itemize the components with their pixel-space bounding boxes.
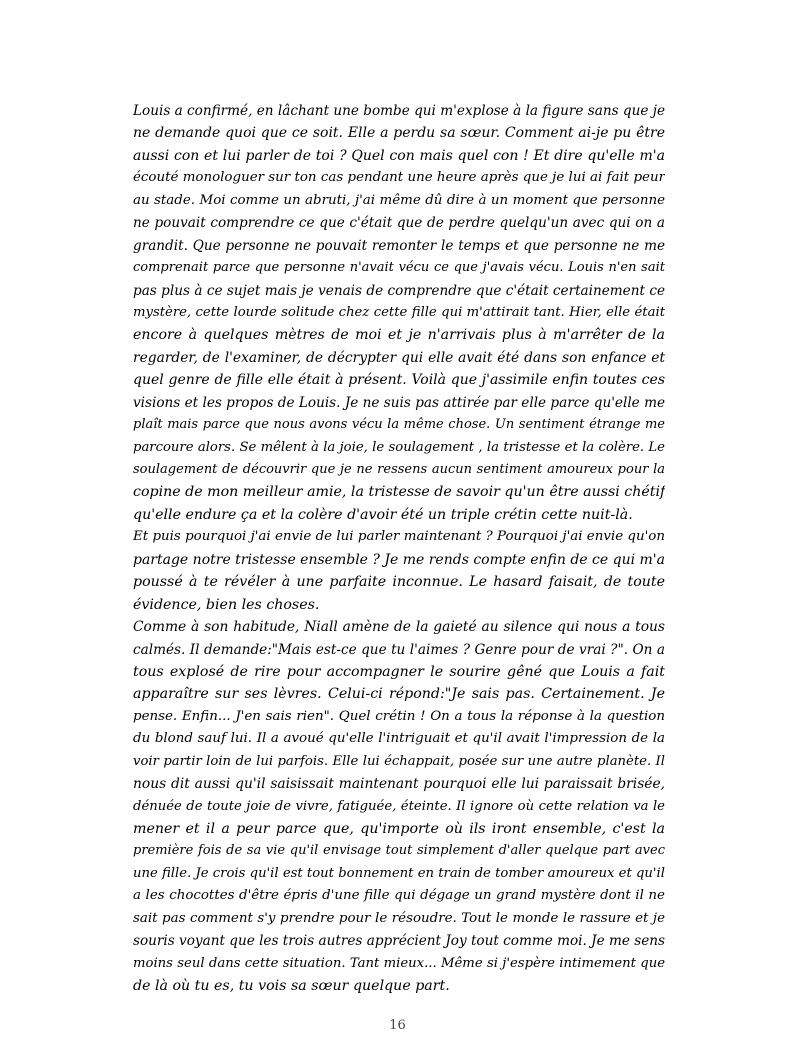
text-line: visions et les propos de Louis. Je ne suis pas attirée par elle parce qu'elle me <box>133 394 665 411</box>
text-line: tous explosé de rire pour accompagner le sourire gêné que Louis a fait <box>133 663 665 680</box>
body-text <box>133 100 665 998</box>
paragraph-end-line: évidence, bien les choses. <box>133 596 320 613</box>
text-line: ne pouvait comprendre ce que c'était que de perdre quelqu'un avec qui on a <box>133 215 665 232</box>
text-line: au stade. Moi comme un abruti, j'ai même dû dire à un moment que personne <box>133 192 665 208</box>
text-line: mystère, cette lourde solitude chez cette fille qui m'attirait tant. Hier, elle était <box>133 304 665 320</box>
page-number: 16 <box>389 1018 406 1033</box>
text-line: a les chocottes d'être épris d'une fille qui dégage un grand mystère dont il ne <box>133 888 665 904</box>
text-line: copine de mon meilleur amie, la tristesse de savoir qu'un être aussi chétif <box>133 484 665 501</box>
text-line: voir partir loin de lui parfois. Elle lui échappait, posée sur une autre planète. Il <box>133 753 665 769</box>
paragraph-end-line: de là où tu es, tu vois sa sœur quelque part. <box>133 978 450 995</box>
text-line: dénuée de toute joie de vivre, fatiguée, éteinte. Il ignore où cette relation va le <box>133 798 665 814</box>
text-line: mener et il a peur parce que, qu'importe où ils iront ensemble, c'est la <box>133 821 665 837</box>
text-line: quel genre de fille elle était à présent. Voilà que j'assimile enfin toutes ces <box>133 372 665 389</box>
text-line: pense. Enfin... J'en sais rien". Quel crétin ! On a tous la réponse à la question <box>133 708 665 724</box>
text-line: soulagement de découvrir que je ne ressens aucun sentiment amoureux pour la <box>133 462 665 477</box>
text-line: pas plus à ce sujet mais je venais de comprendre que c'était certainement ce <box>133 282 665 299</box>
text-line: écouté monologuer sur ton cas pendant une heure après que je lui ai fait peur <box>133 170 665 186</box>
text-line: poussé à te révéler à une parfaite inconnue. Le hasard faisait, de toute <box>133 574 665 591</box>
text-line: Et puis pourquoi j'ai envie de lui parler maintenant ? Pourquoi j'ai envie qu'on <box>133 529 665 545</box>
text-line: regarder, de l'examiner, de décrypter qui elle avait été dans son enfance et <box>133 349 665 366</box>
text-line: Louis a confirmé, en lâchant une bombe qui m'explose à la figure sans que je <box>133 103 665 119</box>
text-line: calmés. Il demande:"Mais est-ce que tu l'aimes ? Genre pour de vrai ?". On a <box>133 641 665 658</box>
text-line: ne demande quoi que ce soit. Elle a perdu sa sœur. Comment ai-je pu être <box>133 125 665 142</box>
text-line: aussi con et lui parler de toi ? Quel con mais quel con ! Et dire qu'elle m'a <box>133 147 665 164</box>
text-line: partage notre tristesse ensemble ? Je me rends compte enfin de ce qui m'a <box>133 551 665 568</box>
text-line: nous dit aussi qu'il saisissait maintenant pourquoi elle lui paraissait brisée, <box>133 776 665 793</box>
text-line: sait pas comment s'y prendre pour le résoudre. Tout le monde le rassure et je <box>133 910 665 926</box>
text-line: première fois de sa vie qu'il envisage tout simplement d'aller quelque part avec <box>133 843 665 859</box>
text-line: apparaître sur ses lèvres. Celui-ci répond:"Je sais pas. Certainement. Je <box>133 686 665 703</box>
text-line: parcoure alors. Se mêlent à la joie, le soulagement , la tristesse et la colère. Le <box>133 439 665 455</box>
text-line: comprenait parce que personne n'avait vécu ce que j'avais vécu. Louis n'en sait <box>133 260 665 276</box>
paragraph-end-line: qu'elle endure ça et la colère d'avoir été un triple crétin cette nuit-là. <box>133 506 633 523</box>
text-line: Comme à son habitude, Niall amène de la gaieté au silence qui nous a tous <box>133 619 665 636</box>
text-line: une fille. Je crois qu'il est tout bonnement en train de tomber amoureux et qu'il <box>133 865 665 881</box>
text-line: grandit. Que personne ne pouvait remonter le temps et que personne ne me <box>133 237 665 254</box>
text-line: encore à quelques mètres de moi et je n'arrivais plus à m'arrêter de la <box>133 327 665 344</box>
text-line: du blond sauf lui. Il a avoué qu'elle l'intriguait et qu'il avait l'impression de la <box>133 731 665 747</box>
text-line: souris voyant que les trois autres apprécient Joy tout comme moi. Je me sens <box>133 933 665 950</box>
text-line: plaît mais parce que nous avons vécu la même chose. Un sentiment étrange me <box>133 417 665 433</box>
text-line: moins seul dans cette situation. Tant mieux... Même si j'espère intimement que <box>133 955 665 971</box>
